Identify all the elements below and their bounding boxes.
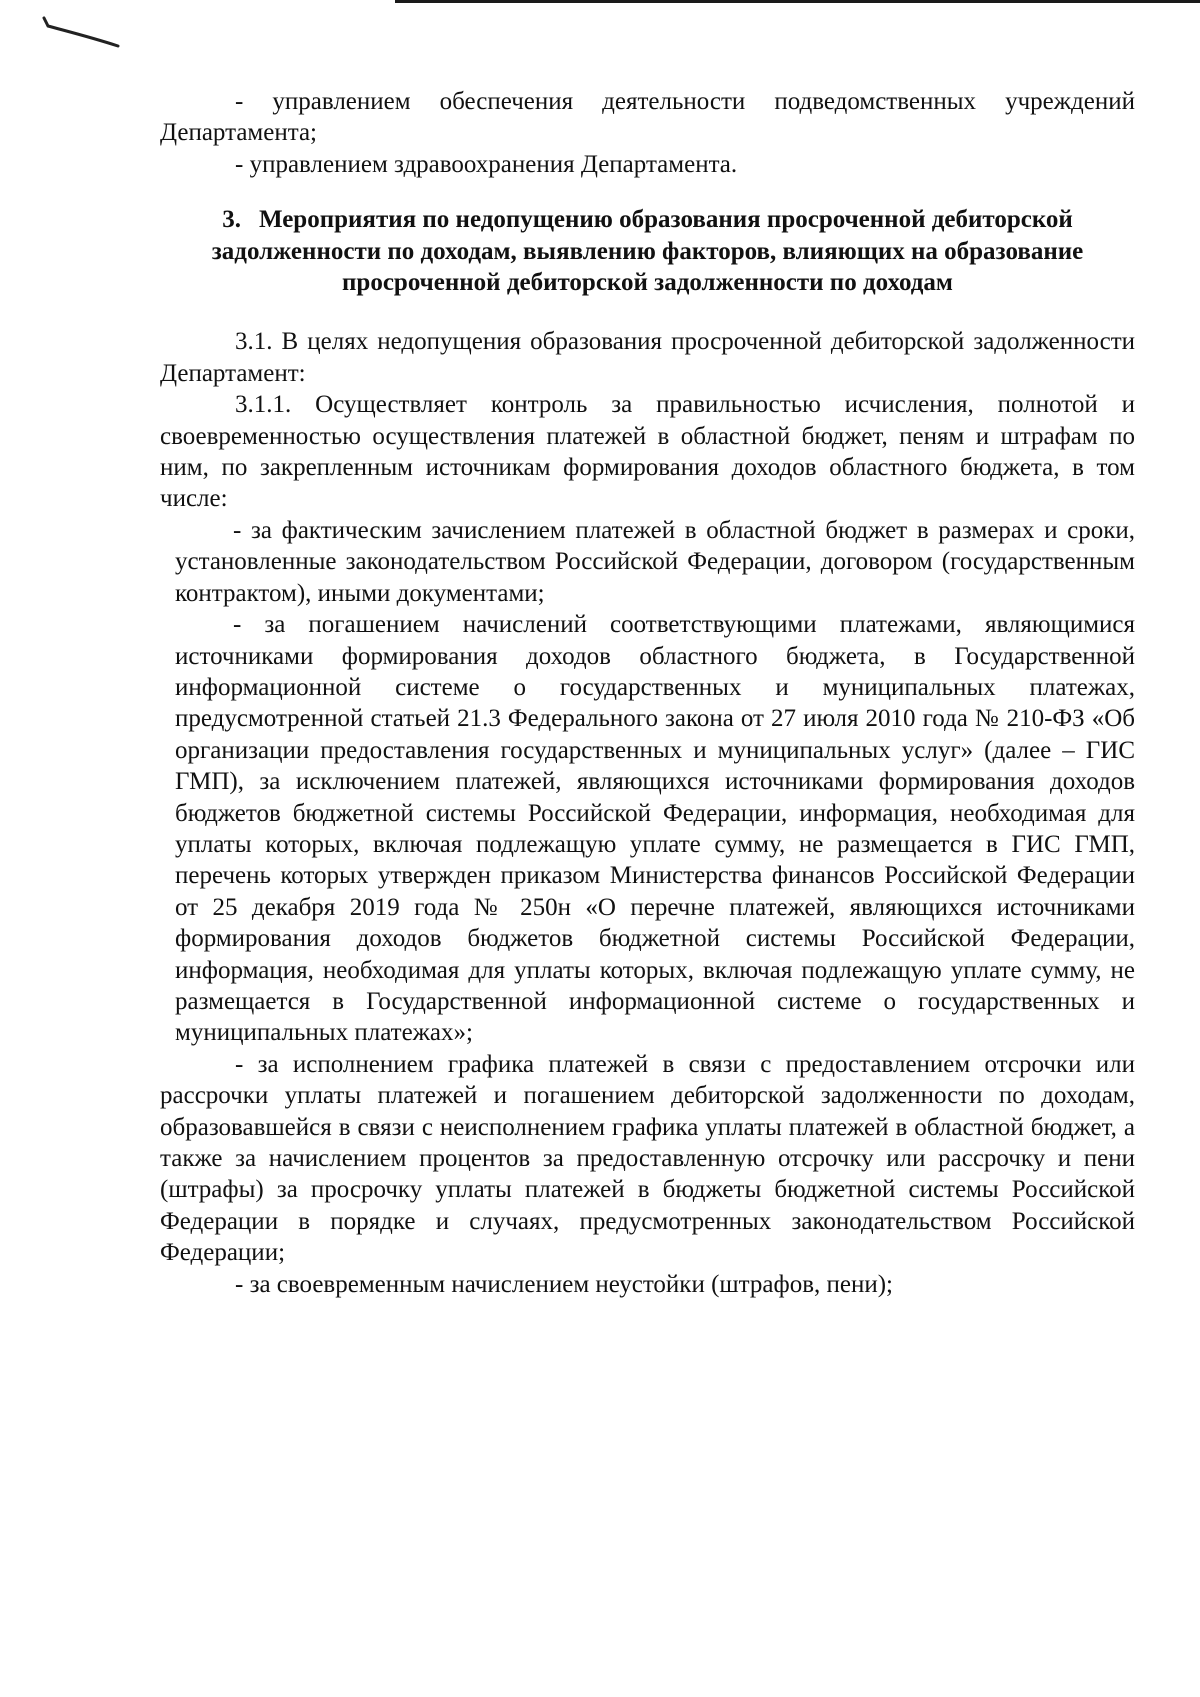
paragraph-3-1: 3.1. В целях недопущения образования просроченной дебиторской задолженности Департамент: [160,328,1135,387]
list-item-penalties: - за своевременным начислением неустойки (штрафов, пени); [235,1270,893,1298]
section-title: Мероприятия по недопущению образования просроченной дебиторской задолженности по доходам, выявлению факторов, влияющих на образование просроченной дебиторской задолженности по доходам [211,206,1084,297]
list-item-payment-schedule: - за исполнением графика платежей в связи с предоставлением отсрочки или рассрочки уплаты платежей и погашением дебиторской задолженности по доходам, образовавшейся в связи с неисполнением графика уплаты платежей в областной бюджет, а также за начислением процентов за предоставленную отсрочку или рассрочку и пени (штрафы) за просрочку уплаты платежей в бюджеты бюджетной системы Российской Федерации в порядке и случаях, предусмотренных законодательством Российской Федерации; [160,1050,1135,1267]
list-item-actual-crediting: - за фактическим зачислением платежей в областной бюджет в размерах и сроки, установленные законодательством Российской Федерации, договором (государственным контрактом), иными документами; [175,516,1135,607]
paragraph-departments-support: - управлением обеспечения деятельности подведомственных учреждений Департамента; [160,88,1135,147]
scan-top-edge-line [395,0,1200,3]
paragraph-departments-health: - управлением здравоохранения Департамента. [235,150,738,178]
document-page [160,86,1135,1300]
section-number: 3. [222,206,241,234]
scan-corner-mark [42,16,122,56]
paragraph-3-1-1: 3.1.1. Осуществляет контроль за правильностью исчисления, полнотой и своевременностью осуществления платежей в областной бюджет, пеням и штрафам по ним, по закрепленным источникам формирования доходов областного бюджета, в том числе: [160,391,1135,513]
section-heading [160,204,1135,298]
list-item-gis-gmp: - за погашением начислений соответствующими платежами, являющимися источниками формирования доходов областного бюджета, в Государственной информационной системе о государственных и муниципальных платежах, предусмотренной статьей 21.3 Федерального закона от 27 июля 2010 года № 210-ФЗ «Об организации предоставления государственных и муниципальных услуг» (далее – ГИС ГМП), за исключением платежей, являющихся источниками формирования доходов бюджетов бюджетной системы Российской Федерации, информация, необходимая для уплаты которых, включая подлежащую уплате сумму, не размещается в ГИС ГМП, перечень которых утвержден приказом Министерства финансов Российской Федерации от 25 декабря 2019 года № 250н «О перечне платежей, являющихся источниками формирования доходов бюджетов бюджетной системы Российской Федерации, информация, необходимая для уплаты которых, включая подлежащую уплате сумму, не размещается в Государственной информационной системе о государственных и муниципальных платежах»; [175,611,1135,1047]
